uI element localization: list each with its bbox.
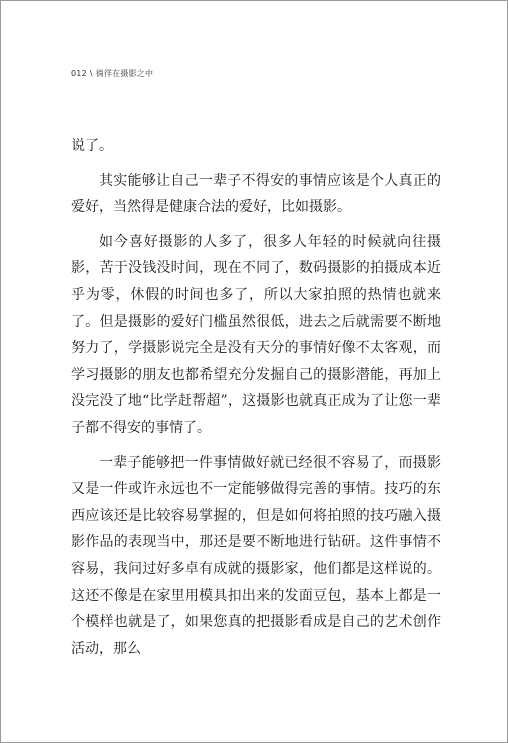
- body-text: [71, 133, 441, 662]
- paragraph-continuation: 说了。: [71, 138, 113, 154]
- paragraph: 如今喜好摄影的人多了，很多人年轻的时候就向往摄影，苦于没钱没时间，现在不同了，数码摄影的拍摄成本近乎为零，休假的时间也多了，所以大家拍照的热情也就来了。但是摄影的爱好门槛虽然很低，进去之后就需要不断地努力了，学摄影说完全是没有天分的事情好像不太客观，而学习摄影的朋友也都希望充分发掘自己的摄影潜能，再加上没完没了地“比学赶帮超”，这摄影也就真正成为了让您一辈子都不得安的事情了。: [71, 233, 441, 436]
- chapter-title: 徜徉在摄影之中: [95, 69, 154, 78]
- page-number: 012: [71, 69, 87, 78]
- paragraph: 一辈子能够把一件事情做好就已经很不容易了，而摄影又是一件或许永远也不一定能够做得完善的事情。技巧的东西应该还是比较容易掌握的，但是如何将拍照的技巧融入摄影作品的表现当中，那还是要不断地进行钻研。这件事情不容易，我问过好多卓有成就的摄影家，他们都是这样说的。这还不像是在家里用模具扣出来的发面豆包，基本上都是一个模样也就是了，如果您真的把摄影看成是自己的艺术创作活动，那么: [71, 454, 441, 657]
- paragraph: 其实能够让自己一辈子不得安的事情应该是个人真正的爱好，当然得是健康合法的爱好，比如摄影。: [71, 172, 441, 216]
- running-header: [71, 68, 153, 79]
- header-separator: \: [89, 69, 93, 78]
